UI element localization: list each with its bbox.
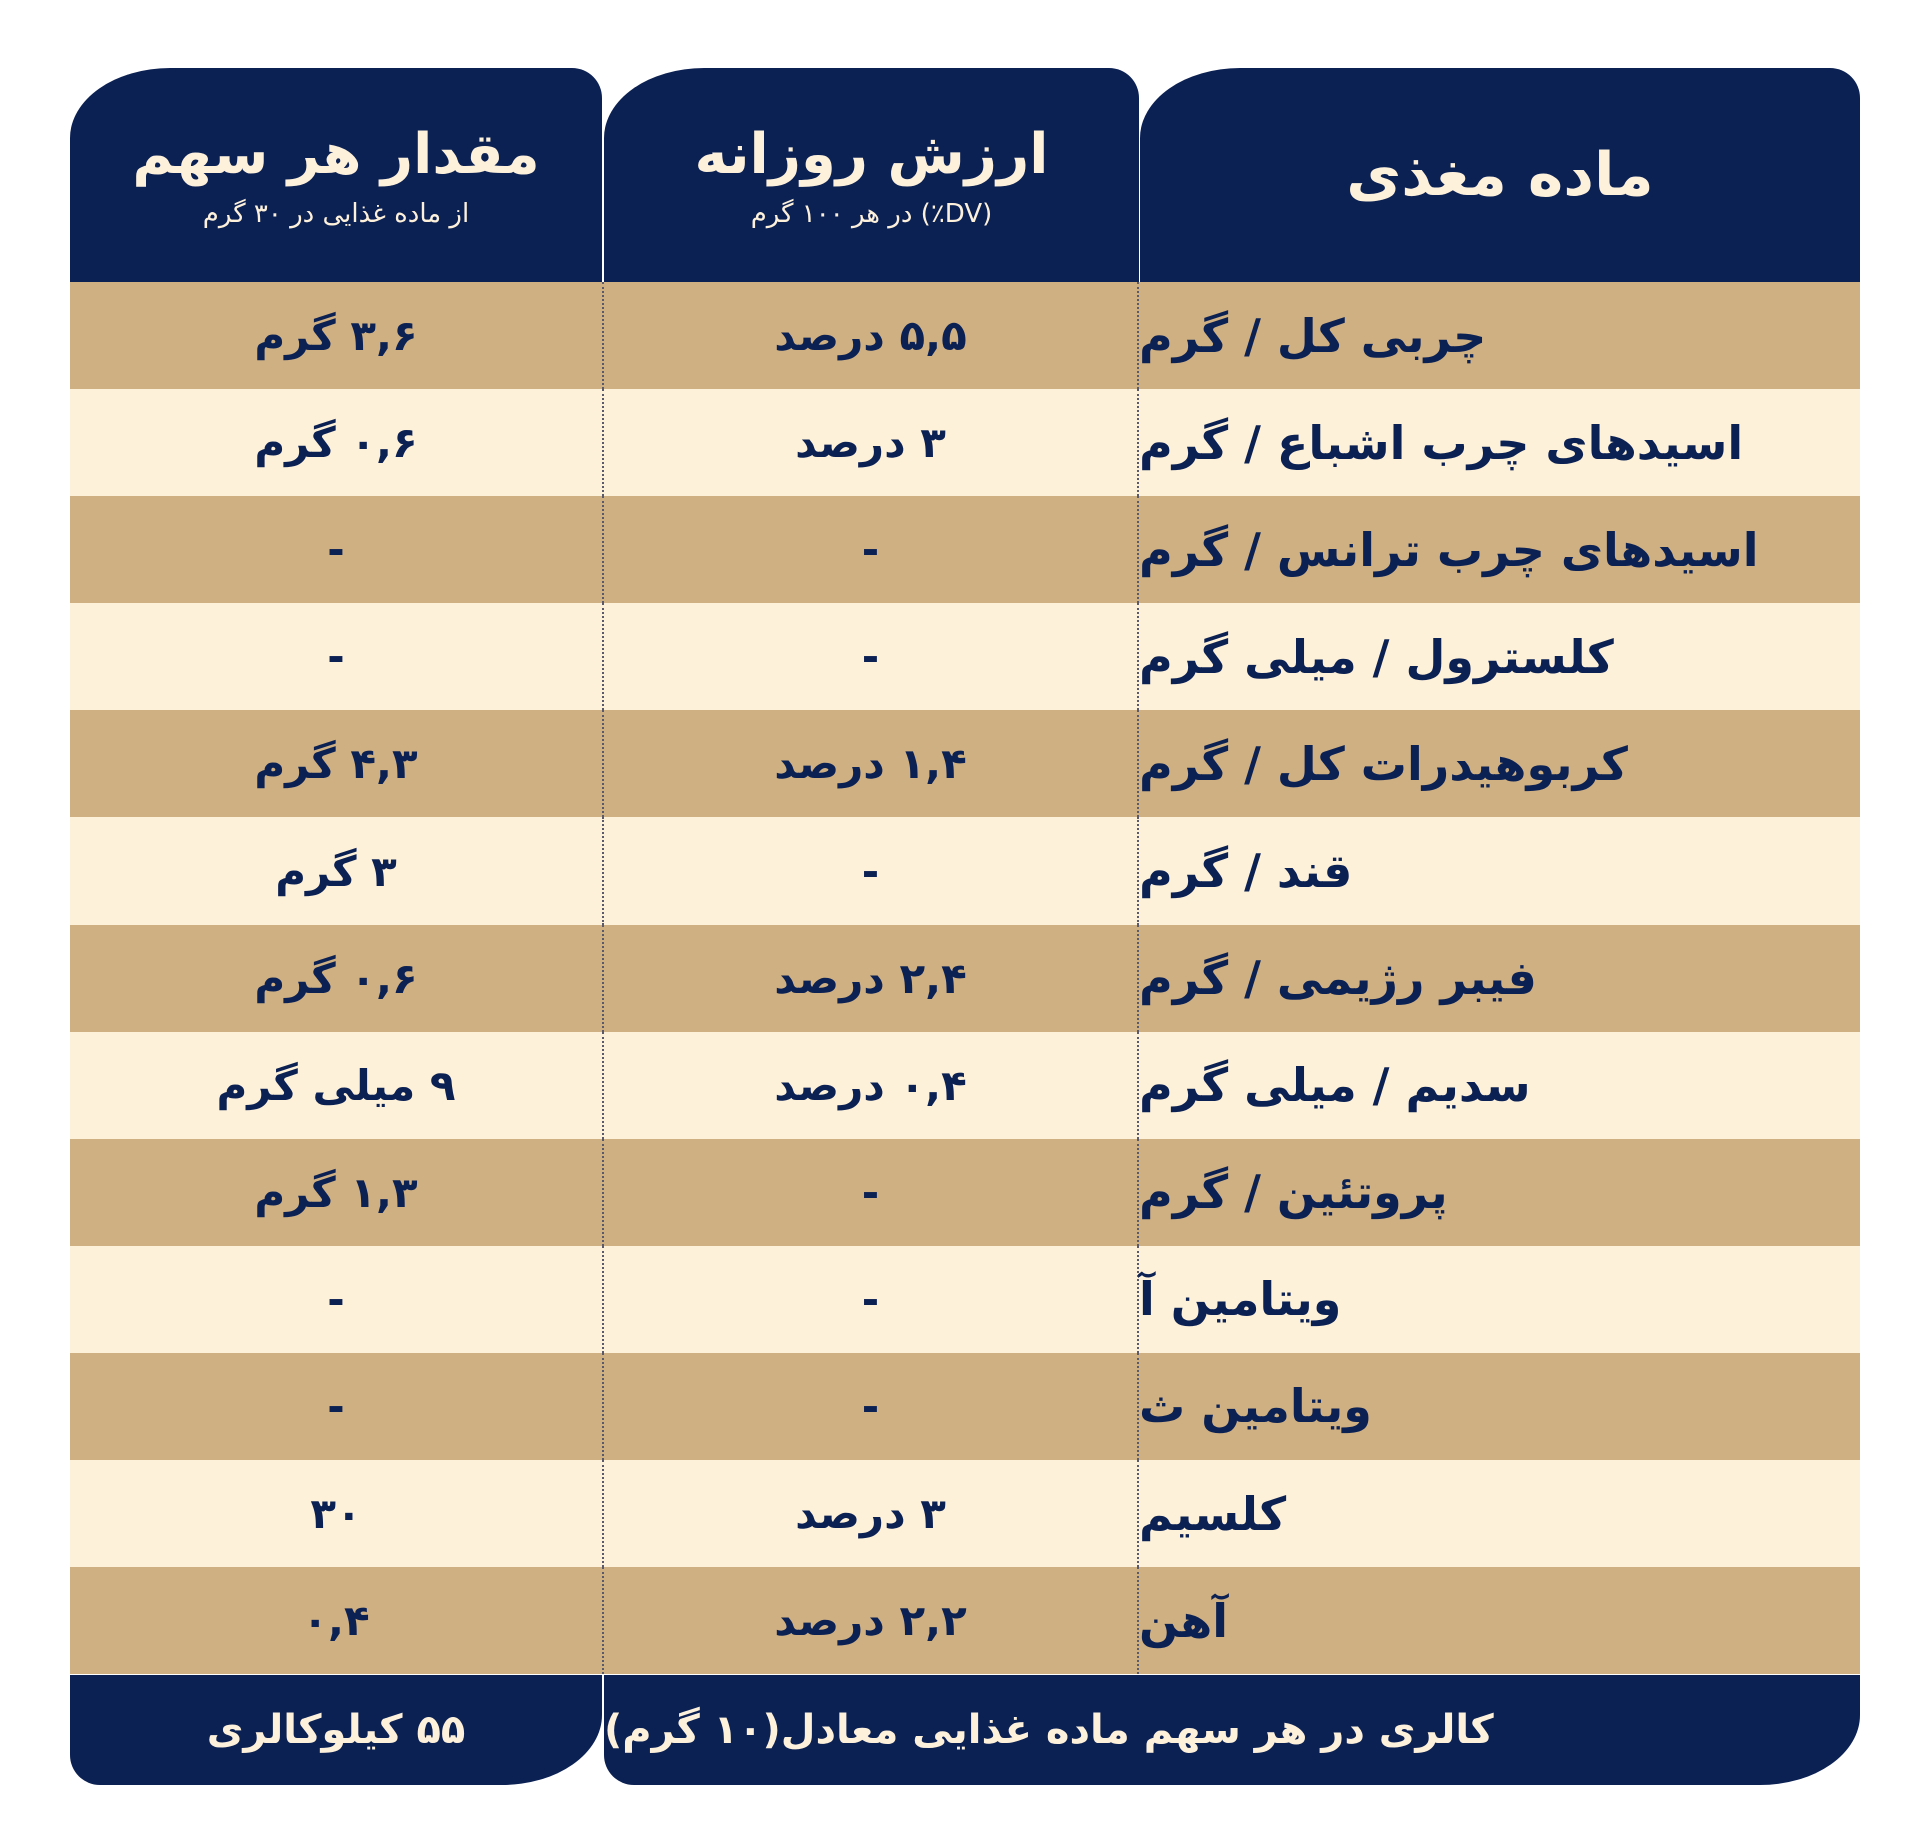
- nutrient-name-cell: [1139, 603, 1860, 710]
- serving-cell: [70, 1032, 602, 1139]
- header-nutrient: [1140, 68, 1860, 282]
- serving-cell: [70, 1567, 602, 1674]
- nutrient-name-cell: [1139, 925, 1860, 1032]
- footer-calorie-value: [70, 1675, 602, 1785]
- nutrient-name-cell: [1139, 496, 1860, 603]
- table-row: [70, 1460, 1860, 1567]
- serving-cell: [70, 1139, 602, 1246]
- header-nutrient-title: ماده مغذی: [1346, 140, 1654, 210]
- daily-value-cell: [602, 1246, 1139, 1353]
- serving-cell-text: ۳,۶ گرم: [254, 311, 418, 361]
- daily-value-cell: [602, 817, 1139, 924]
- serving-cell: [70, 710, 602, 817]
- table-row: [70, 710, 1860, 817]
- daily-value-cell-text: -: [861, 632, 880, 682]
- header-serving-subtitle: از ماده غذایی در ۳۰ گرم: [202, 198, 470, 229]
- table-row: [70, 603, 1860, 710]
- table-row: [70, 389, 1860, 496]
- daily-value-cell-text: ۳ درصد: [795, 1489, 946, 1539]
- nutrient-name-cell: [1139, 1246, 1860, 1353]
- footer-calorie-label: [604, 1675, 1860, 1785]
- nutrient-name-cell: [1139, 710, 1860, 817]
- table-row: [70, 925, 1860, 1032]
- serving-cell-text: ۳۰: [310, 1489, 362, 1539]
- header-serving-title: مقدار هر سهم: [132, 122, 540, 188]
- daily-value-cell: [602, 1353, 1139, 1460]
- nutrient-name-cell: [1139, 1567, 1860, 1674]
- daily-value-cell-text: ۱,۴ درصد: [774, 739, 967, 789]
- serving-cell: [70, 925, 602, 1032]
- daily-value-cell-text: ۲,۴ درصد: [774, 953, 967, 1003]
- nutrient-name-cell-text: ویتامین ث: [1139, 1379, 1372, 1434]
- nutrient-name-cell-text: پروتئین / گرم: [1139, 1165, 1448, 1220]
- nutrition-table-body: [70, 282, 1860, 1674]
- nutrient-name-cell-text: فیبر رژیمی / گرم: [1139, 951, 1537, 1006]
- serving-cell-text: -: [327, 1381, 345, 1431]
- nutrient-name-cell: [1139, 1460, 1860, 1567]
- nutrient-name-cell-text: ویتامین آ: [1139, 1272, 1342, 1327]
- nutrient-name-cell-text: چربی کل / گرم: [1139, 308, 1487, 363]
- nutrient-name-cell-text: کربوهیدرات کل / گرم: [1139, 736, 1628, 791]
- nutrient-name-cell-text: اسیدهای چرب ترانس / گرم: [1139, 522, 1759, 577]
- table-row: [70, 1353, 1860, 1460]
- serving-cell: [70, 603, 602, 710]
- serving-cell: [70, 1353, 602, 1460]
- daily-value-cell: [602, 1139, 1139, 1246]
- table-row: [70, 1567, 1860, 1674]
- table-row: [70, 496, 1860, 603]
- daily-value-cell-text: ۰,۴ درصد: [774, 1060, 967, 1110]
- table-row: [70, 817, 1860, 924]
- serving-cell: [70, 1460, 602, 1567]
- header-daily-value-subtitle: (DV٪) در هر ۱۰۰ گرم: [750, 198, 993, 229]
- serving-cell: [70, 1246, 602, 1353]
- serving-cell-text: ۴,۳ گرم: [254, 739, 418, 789]
- serving-cell: [70, 282, 602, 389]
- serving-cell-text: ۰,۴: [302, 1596, 370, 1646]
- nutrient-name-cell: [1139, 389, 1860, 496]
- daily-value-cell: [602, 1032, 1139, 1139]
- nutrient-name-cell-text: قند / گرم: [1139, 844, 1353, 899]
- nutrient-name-cell-text: آهن: [1139, 1593, 1229, 1648]
- header-daily-value-title: ارزش روزانه: [694, 122, 1049, 188]
- daily-value-cell: [602, 1567, 1139, 1674]
- daily-value-cell-text: -: [861, 1274, 880, 1324]
- serving-cell: [70, 389, 602, 496]
- header-daily-value: [604, 68, 1139, 282]
- nutrient-name-cell: [1139, 1353, 1860, 1460]
- daily-value-cell: [602, 710, 1139, 817]
- serving-cell: [70, 817, 602, 924]
- header-serving: [70, 68, 602, 282]
- nutrient-name-cell-text: اسیدهای چرب اشباع / گرم: [1139, 415, 1744, 470]
- nutrient-name-cell: [1139, 817, 1860, 924]
- nutrient-name-cell-text: کلسیم: [1139, 1486, 1287, 1541]
- daily-value-cell-text: -: [861, 525, 880, 575]
- daily-value-cell-text: -: [861, 1167, 880, 1217]
- serving-cell: [70, 496, 602, 603]
- serving-cell-text: -: [327, 1274, 345, 1324]
- table-row: [70, 1139, 1860, 1246]
- daily-value-cell-text: ۲,۲ درصد: [774, 1596, 967, 1646]
- serving-cell-text: ۳ گرم: [275, 846, 397, 896]
- nutrient-name-cell: [1139, 1139, 1860, 1246]
- daily-value-cell: [602, 282, 1139, 389]
- daily-value-cell-text: ۵,۵ درصد: [774, 311, 967, 361]
- serving-cell-text: ۰,۶ گرم: [254, 418, 418, 468]
- daily-value-cell: [602, 1460, 1139, 1567]
- daily-value-cell: [602, 389, 1139, 496]
- table-row: [70, 282, 1860, 389]
- nutrient-name-cell-text: کلسترول / میلی گرم: [1139, 629, 1614, 684]
- serving-cell-text: -: [327, 525, 345, 575]
- table-row: [70, 1032, 1860, 1139]
- serving-cell-text: -: [327, 632, 345, 682]
- daily-value-cell: [602, 603, 1139, 710]
- calorie-value: ۵۵ کیلوکالری: [206, 1707, 466, 1753]
- serving-cell-text: ۹ میلی گرم: [216, 1060, 456, 1110]
- serving-cell-text: ۰,۶ گرم: [254, 953, 418, 1003]
- daily-value-cell: [602, 925, 1139, 1032]
- daily-value-cell: [602, 496, 1139, 603]
- daily-value-cell-text: ۳ درصد: [795, 418, 946, 468]
- nutrient-name-cell: [1139, 282, 1860, 389]
- nutrient-name-cell: [1139, 1032, 1860, 1139]
- daily-value-cell-text: -: [861, 1381, 880, 1431]
- daily-value-cell-text: -: [861, 846, 880, 896]
- serving-cell-text: ۱,۳ گرم: [254, 1167, 418, 1217]
- calorie-label: کالری در هر سهم ماده غذایی معادل(۱۰ گرم): [604, 1707, 1494, 1753]
- table-row: [70, 1246, 1860, 1353]
- nutrient-name-cell-text: سدیم / میلی گرم: [1139, 1058, 1531, 1113]
